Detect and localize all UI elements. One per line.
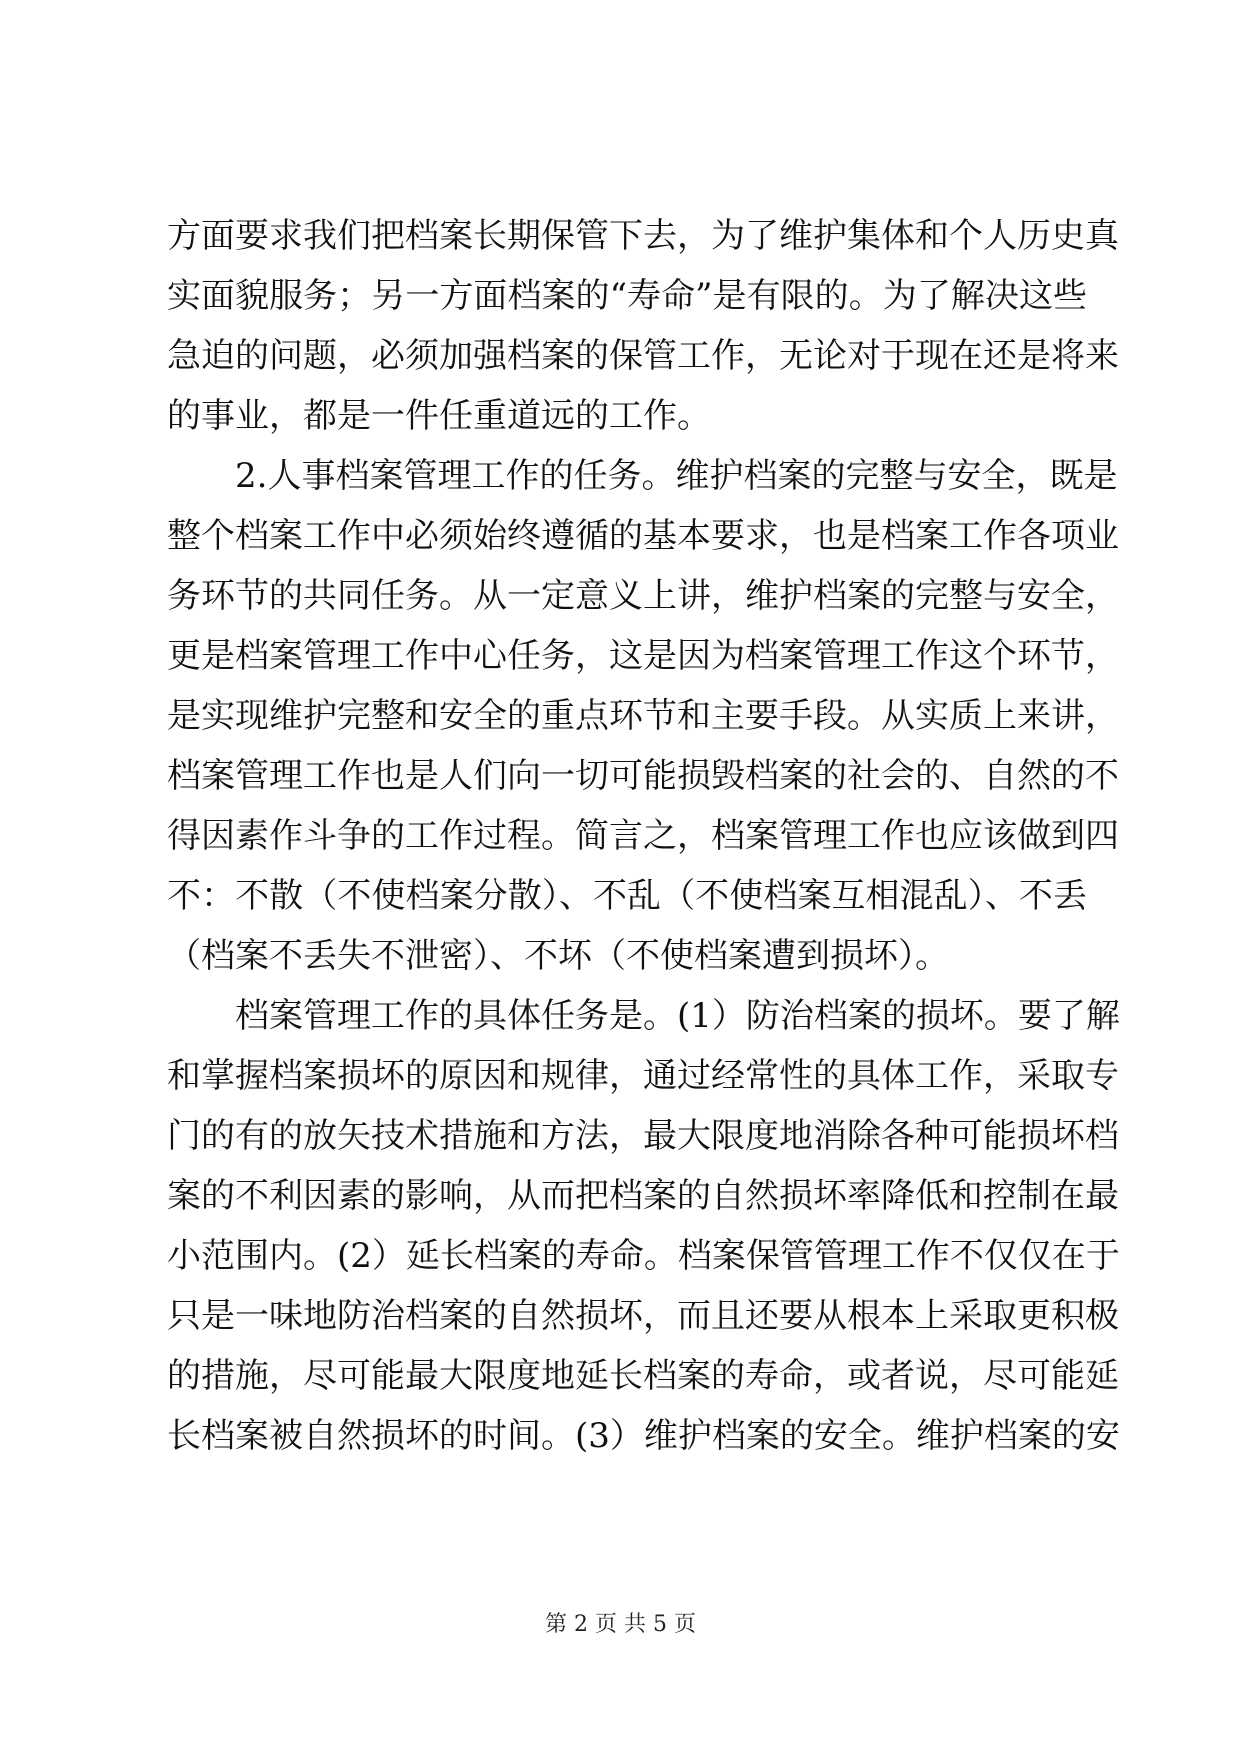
text-line: 案的不利因素的影响，从而把档案的自然损坏率降低和控制在最 <box>167 1176 1119 1216</box>
text-line: 长档案被自然损坏的时间。(3）维护档案的安全。维护档案的安 <box>167 1416 1120 1456</box>
text-line: 的事业，都是一件任重道远的工作。 <box>167 396 711 436</box>
text-line: 小范围内。(2）延长档案的寿命。档案保管管理工作不仅仅在于 <box>167 1236 1120 1276</box>
text-line: 实面貌服务；另一方面档案的“寿命”是有限的。为了解决这些 <box>167 276 1087 316</box>
text-line: 门的有的放矢技术措施和方法，最大限度地消除各种可能损坏档 <box>167 1116 1119 1156</box>
text-line: 档案管理工作也是人们向一切可能损毁档案的社会的、自然的不 <box>167 756 1119 796</box>
text-line: 档案管理工作的具体任务是。(1）防治档案的损坏。要了解 <box>235 996 1120 1036</box>
page-footer <box>0 1610 1241 1640</box>
text-line: 的措施，尽可能最大限度地延长档案的寿命，或者说，尽可能延 <box>167 1356 1119 1396</box>
text-line: （档案不丢失不泄密）、不坏（不使档案遭到损坏）。 <box>167 936 949 976</box>
page-number-label: 第 2 页 共 5 页 <box>545 1612 696 1637</box>
text-line: 2.人事档案管理工作的任务。维护档案的完整与安全，既是 <box>235 456 1118 496</box>
text-line: 务环节的共同任务。从一定意义上讲，维护档案的完整与安全， <box>167 576 1119 616</box>
text-line: 更是档案管理工作中心任务，这是因为档案管理工作这个环节， <box>167 636 1119 676</box>
text-line: 是实现维护完整和安全的重点环节和主要手段。从实质上来讲， <box>167 696 1119 736</box>
text-line: 不：不散（不使档案分散）、不乱（不使档案互相混乱）、不丢 <box>167 876 1087 916</box>
text-line: 急迫的问题，必须加强档案的保管工作，无论对于现在还是将来 <box>167 336 1119 376</box>
body-text <box>167 206 1120 1466</box>
text-line: 只是一味地防治档案的自然损坏，而且还要从根本上采取更积极 <box>167 1296 1119 1336</box>
text-line: 整个档案工作中必须始终遵循的基本要求，也是档案工作各项业 <box>167 516 1119 556</box>
text-line: 方面要求我们把档案长期保管下去，为了维护集体和个人历史真 <box>167 216 1119 256</box>
text-line: 得因素作斗争的工作过程。简言之，档案管理工作也应该做到四 <box>167 816 1119 856</box>
text-line: 和掌握档案损坏的原因和规律，通过经常性的具体工作，采取专 <box>167 1056 1119 1096</box>
